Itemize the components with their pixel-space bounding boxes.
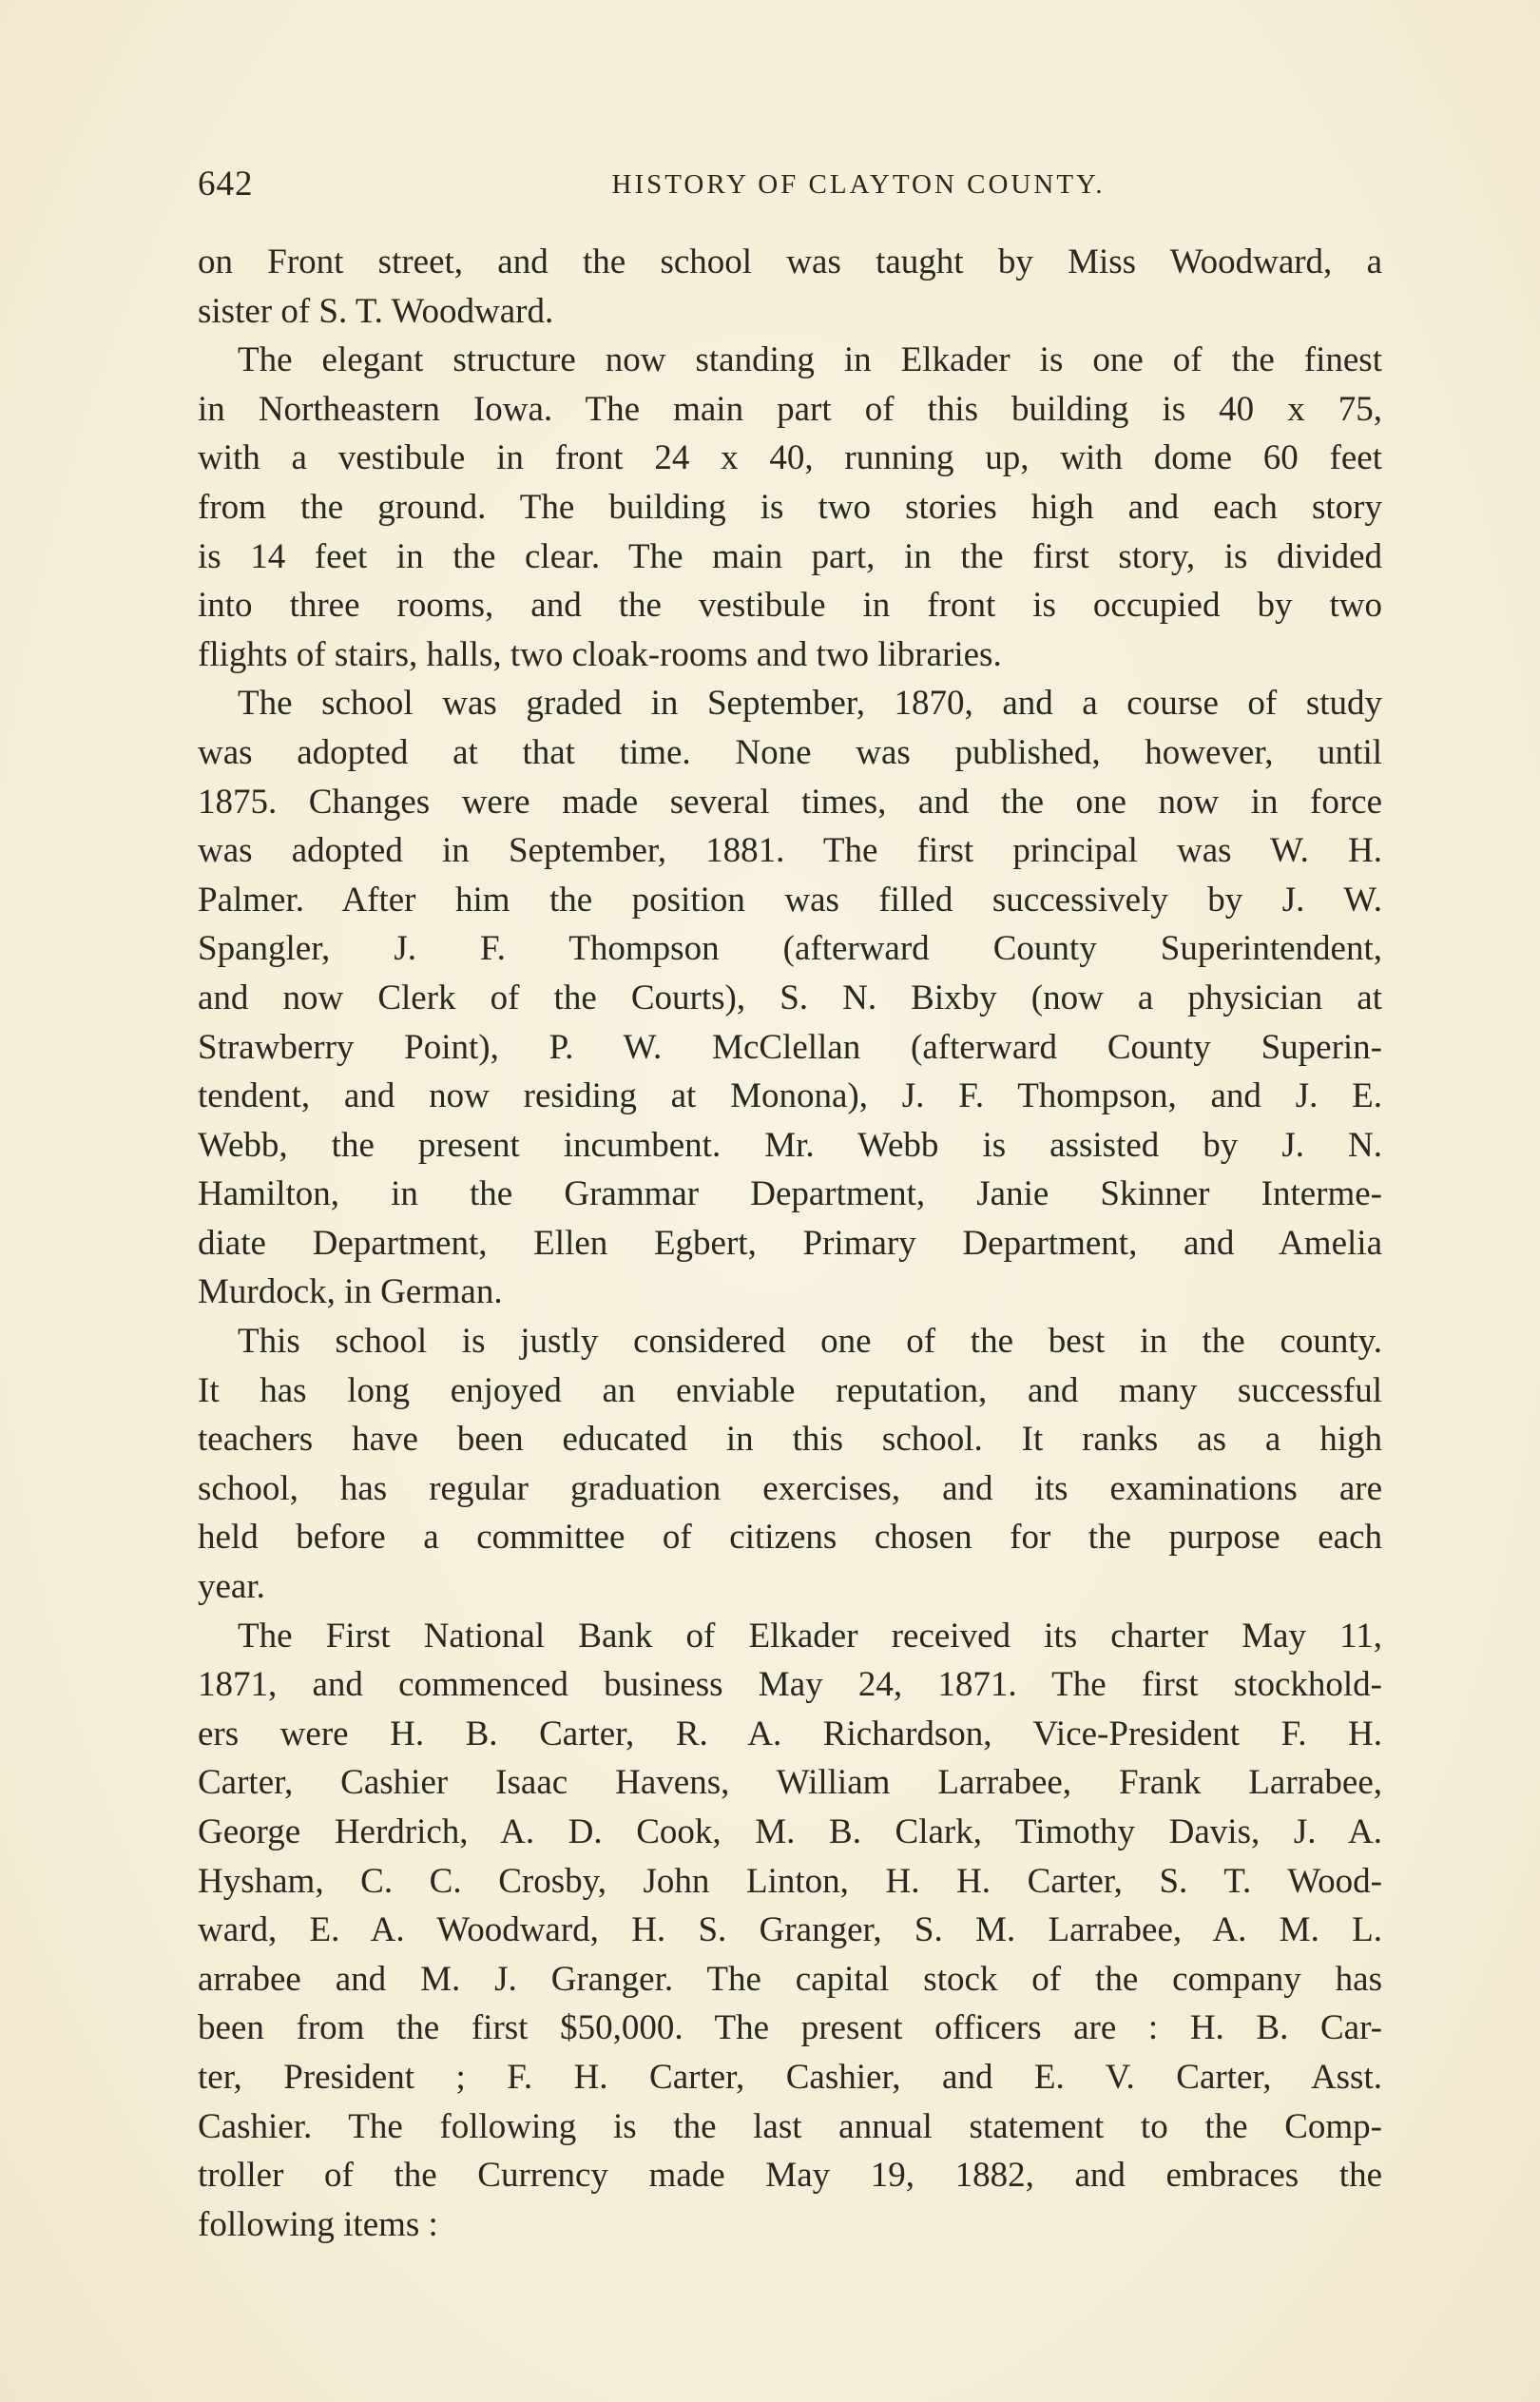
text-line: Strawberry Point), P. W. McClellan (afterward County Superin- xyxy=(198,1027,1382,1067)
text-line: in Northeastern Iowa. The main part of this building is 40 x 75, xyxy=(198,389,1382,429)
text-line: Carter, Cashier Isaac Havens, William Larrabee, Frank Larrabee, xyxy=(198,1763,1382,1803)
text-line: ward, E. A. Woodward, H. S. Granger, S. M. Larrabee, A. M. L. xyxy=(198,1910,1382,1950)
text-line: teachers have been educated in this school. It ranks as a high xyxy=(198,1420,1382,1460)
text-line: troller of the Currency made May 19, 1882, and embraces the xyxy=(198,2156,1382,2196)
text-line: arrabee and M. J. Granger. The capital stock of the company has xyxy=(198,1959,1382,1999)
running-title: HISTORY OF CLAYTON COUNTY. xyxy=(611,169,1106,200)
text-line: into three rooms, and the vestibule in front is occupied by two xyxy=(198,586,1382,626)
text-line: Hamilton, in the Grammar Department, Janie Skinner Interme- xyxy=(198,1174,1382,1214)
text-line: on Front street, and the school was taught by Miss Woodward, a xyxy=(198,242,1382,281)
text-line: flights of stairs, halls, two cloak-rooms and two libraries. xyxy=(198,634,1002,674)
text-line: diate Department, Ellen Egbert, Primary Department, and Amelia xyxy=(198,1223,1382,1263)
text-line: Webb, the present incumbent. Mr. Webb is assisted by J. N. xyxy=(198,1125,1382,1165)
text-line: was adopted in September, 1881. The first principal was W. H. xyxy=(198,831,1382,871)
text-line: school, has regular graduation exercises, and its examinations are xyxy=(198,1468,1382,1508)
text-line: 1875. Changes were made several times, and the one now in force xyxy=(198,782,1382,822)
text-line: following items : xyxy=(198,2204,438,2244)
text-line: with a vestibule in front 24 x 40, running up, with dome 60 feet xyxy=(198,438,1382,478)
text-line: year. xyxy=(198,1567,265,1607)
text-line: 1871, and commenced business May 24, 1871. The first stockhold- xyxy=(198,1665,1382,1705)
text-line: It has long enjoyed an enviable reputation, and many successful xyxy=(198,1370,1382,1410)
text-line: Cashier. The following is the last annual statement to the Comp- xyxy=(198,2106,1382,2146)
text-line: from the ground. The building is two stories high and each story xyxy=(198,487,1382,527)
text-line: George Herdrich, A. D. Cook, M. B. Clark, Timothy Davis, J. A. xyxy=(198,1812,1382,1851)
page-number: 642 xyxy=(198,165,254,203)
text-line: tendent, and now residing at Monona), J. F. Thompson, and J. E. xyxy=(198,1076,1382,1116)
text-line: is 14 feet in the clear. The main part, in the first story, is divided xyxy=(198,536,1382,576)
text-line: and now Clerk of the Courts), S. N. Bixby (now a physician at xyxy=(198,978,1382,1017)
text-line: Spangler, J. F. Thompson (afterward County Superintendent, xyxy=(198,929,1382,969)
text-line: held before a committee of citizens chosen for the purpose each xyxy=(198,1518,1382,1558)
text-line: Palmer. After him the position was filled successively by J. W. xyxy=(198,880,1382,920)
text-line: The First National Bank of Elkader received its charter May 11, xyxy=(238,1616,1382,1656)
text-line: sister of S. T. Woodward. xyxy=(198,291,554,331)
text-line: The school was graded in September, 1870, and a course of study xyxy=(238,684,1382,724)
text-line: ter, President ; F. H. Carter, Cashier, and E. V. Carter, Asst. xyxy=(198,2057,1382,2097)
body-text xyxy=(198,238,1382,2249)
text-line: This school is justly considered one of the best in the county. xyxy=(238,1322,1382,1362)
text-line: was adopted at that time. None was published, however, until xyxy=(198,732,1382,772)
text-line: Murdock, in German. xyxy=(198,1272,503,1312)
text-line: Hysham, C. C. Crosby, John Linton, H. H. Carter, S. T. Wood- xyxy=(198,1861,1382,1901)
running-head xyxy=(198,164,1376,209)
text-line: ers were H. B. Carter, R. A. Richardson, Vice-President F. H. xyxy=(198,1714,1382,1753)
text-line: The elegant structure now standing in Elkader is one of the finest xyxy=(238,340,1382,380)
text-line: been from the first $50,000. The present officers are : H. B. Car- xyxy=(198,2008,1382,2048)
